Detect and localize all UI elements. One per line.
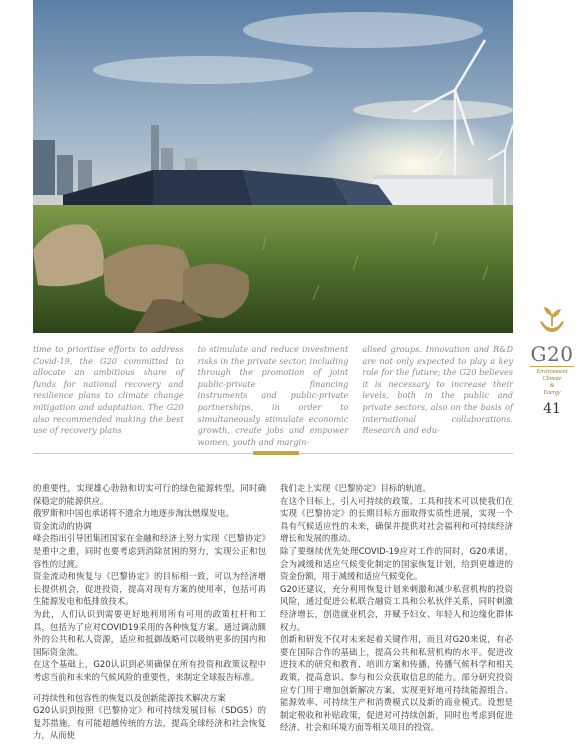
badge-subtitle-ampersand: & xyxy=(549,383,555,389)
zh-right-paragraph-3: 除了要继续优先处理COVID-19应对工作的同时，G20承诺，会为减缓和适应气候变化制定的国家恢复计划，给到更雄进的资金份额，用于减缓和适应气候变化。 xyxy=(280,545,513,582)
chinese-column-left xyxy=(33,482,266,741)
page-number: 41 xyxy=(543,401,561,417)
chinese-text-columns xyxy=(33,482,513,741)
hands-holding-plant-icon xyxy=(535,302,569,336)
badge-subtitle xyxy=(530,366,574,397)
english-column-1: time to prioritise efforts to address Covid-19, the G20 committed to allocate an ambitious share of funds for national recovery and resilience plans to climate change mitigation and adaptation. The G20 also recommended making the best use of recovery plans xyxy=(33,344,184,436)
zh-left-paragraph-5: 为此，人们认识到需要更好地利用所有可用的政策杠杆和工具，包括为了应对COVID19采用的各种恢复方案。通过调动额外的公共和私人资源，适应和抵御战略可以吸纳更多的国内和国际资金流。 xyxy=(33,608,266,657)
zh-right-paragraph-4: G20还建议，充分利用恢复计划来刺激和减少私营机构的投资风险，通过促进公私联合融资工具和公私伙伴关系，同时刺激经济增长，创造就业机会，并赋予妇女、年轻人和边缘化群体权力。 xyxy=(280,583,513,632)
chinese-column-right xyxy=(280,482,513,737)
zh-right-paragraph-2: 在这个目标上，引入可持续的政策、工具和技术可以使我们在实现《巴黎协定》的长期目标方面取得实质性进展，实现一个具有气候适应性的未来，确保并提供对社会福利和可持续经济增长和发展的推动。 xyxy=(280,495,513,544)
zh-left-heading-2: 可持续性和包容性的恢复以及创新能源技术解决方案 xyxy=(33,692,226,703)
zh-left-paragraph-7: G20认识到按照《巴黎协定》和可持续发展目标（SDGS）的复苏措施，有可能超越传统的方法，提高全球经济和社会恢复力，从而使 xyxy=(33,705,266,741)
g20-title: G20 xyxy=(530,342,574,366)
zh-left-spacer xyxy=(33,684,266,692)
badge-subtitle-energy: Energy xyxy=(543,390,561,396)
hero-photo-solar-wind-field xyxy=(33,0,513,333)
badge-subtitle-environment: Environment xyxy=(536,369,568,375)
english-column-3: alised groups. Innovation and R&D are not only expected to play a key role for the future; the G20 believes it is necessary to increase their levels, both in the public and private sectors, also on the basis of international collaborations. Research and edu- xyxy=(362,344,514,436)
zh-left-paragraph-6: 在这个基础上，G20认识到必须确保在所有投资和政策议程中考虑当前和未来的气候风险的重要性，来制定全球报告标准。 xyxy=(33,659,266,682)
zh-right-paragraph-1: 我们走上实现《巴黎协定》目标的轨道。 xyxy=(280,483,431,493)
divider-gold-bar xyxy=(253,451,299,455)
english-column-2: to stimulate and reduce investment risks in the private sector, including through the promotion of joint public-private financing instruments and public-private partnerships, in order to simultaneously stimulate economic growth, create jobs and empower women, youth and margin- xyxy=(197,344,349,447)
zh-left-heading-1: 资金流动的协调 xyxy=(33,520,92,531)
zh-right-paragraph-5: 创新和研发不仅对未来起着关键作用，而且对G20来说，有必要在国际合作的基础上，提高公共和私营机构的水平。促进改进技术的研究和教育、培训方案和传播，传播气候科学和相关政策，提高意识、参与和公众获取信息的能力。部分研究投资应专门用于增加创新解决方案，实现更好地可持续能源组合、能源效率、可持续生产和消费模式以及新的商业模式。设想是制定税收和补贴政策，促进对可持续创新，同时也考虑到促进经济、社会和环境方面等相关项目的投资。 xyxy=(280,634,513,733)
zh-left-paragraph-3: 峰会指出引导团集团国家在金融和经济上努力实现《巴黎协定》是重中之重，同时也要考虑到消除贫困的努力，实现公正和包容性的过渡。 xyxy=(33,533,266,569)
zh-left-paragraph-4: 资金流动和恢复与《巴黎协定》的目标相一致，可以为经济增长提供机会，促进投资，提高对现有方案的使用率，包括可再生能源发电和低排放技术。 xyxy=(33,571,266,607)
divider-line-right xyxy=(299,453,513,454)
divider-line-left xyxy=(33,453,253,454)
english-text-columns xyxy=(33,344,514,447)
landscape-illustration xyxy=(33,0,513,333)
zh-left-paragraph-1: 的重要性，实现雄心勃勃和切实可行的绿色能源转型，同时确保稳定的能源供应。 xyxy=(33,483,266,506)
badge-subtitle-climate: Climate xyxy=(542,376,562,382)
section-divider xyxy=(33,448,513,458)
g20-section-badge xyxy=(524,302,580,417)
zh-left-paragraph-2: 俄罗斯和中国也承诺将不遗余力地逐步淘汰燃煤发电。 xyxy=(33,508,234,519)
